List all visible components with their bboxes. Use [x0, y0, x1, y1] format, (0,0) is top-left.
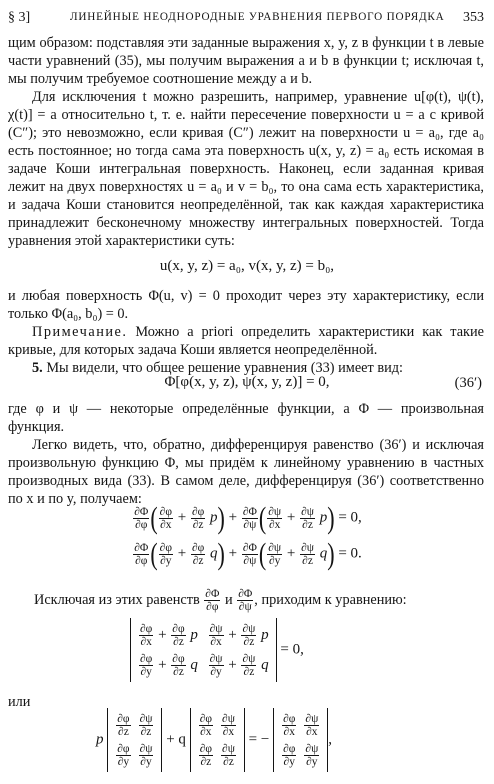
para-5-text: Мы видели, что общее решение уравнения (33) имеет вид: [46, 360, 403, 376]
det-z-y: $\frac{\partial\varphi}{\partial z}$ $\frac{\partial\psi}{\partial z}$ $\frac{\partial\varphi}{\partial y}$ $\frac{\partial\psi}{\partial y}$ [107, 708, 162, 772]
frac-dpsi-dz: $\frac{\partial\psi}{\partial z}$ [301, 505, 314, 531]
note-label: Примечание. [32, 324, 128, 340]
section-marker: § 3] [8, 10, 31, 25]
equation-dy-tail: = 0. [338, 545, 362, 562]
elimination-line [34, 588, 494, 613]
frac-dPhi-dpsi: $\frac{\partial\Phi}{\partial\psi}$ [242, 505, 257, 531]
or-label: или [8, 694, 31, 710]
final-plus-q: + q [166, 731, 186, 748]
equation-characteristic: u(x, y, z) = a₀, v(x, y, z) = b₀, [159, 258, 335, 274]
frac-dphi-dx: $\frac{\partial\varphi}{\partial x}$ [159, 505, 172, 531]
det-x-y: $\frac{\partial\varphi}{\partial x}$ $\frac{\partial\psi}{\partial x}$ $\frac{\partial\varphi}{\partial y}$ $\frac{\partial\psi}{\partial y}$ [273, 708, 328, 772]
var-p: p [210, 509, 218, 526]
frac-dpsi-dy: $\frac{\partial\psi}{\partial y}$ [268, 541, 282, 567]
determinant-equation [130, 618, 494, 682]
paragraph-continuation [8, 34, 484, 250]
equation-dy: $\frac{\partial\Phi}{\partial\varphi}$ ( $\frac{\partial\varphi}{\partial y}$ + $\frac{\partial\varphi}{\partial z}$ q) + $\frac{\partial\Phi}{\partial\psi}$ ( $\frac{\partial\psi}{\partial y}$ + $\frac{\partial\psi}{\partial z}$ q) = 0. [134, 535, 362, 571]
elimination-text-a: Исключая из этих равенств [34, 591, 200, 608]
equation-36-label: (36′) [454, 375, 482, 391]
running-title: ЛИНЕЙНЫЕ НЕОДНОРОДНЫЕ УРАВНЕНИЯ ПЕРВОГО ПОРЯДКА [70, 11, 445, 23]
final-equals-minus: = − [248, 731, 270, 748]
frac-dPhi-dphi: $\frac{\partial\Phi}{\partial\varphi}$ [134, 505, 149, 531]
equation-dx: $\frac{\partial\Phi}{\partial\varphi}$ ( $\frac{\partial\varphi}{\partial x}$ + $\frac{\partial\varphi}{\partial z}$ p) + $\frac{\partial\Phi}{\partial\psi}$ ( $\frac{\partial\psi}{\partial x}$ + $\frac{\partial\psi}{\partial z}$ p) = 0, [134, 499, 362, 535]
paragraph-6-7 [8, 400, 484, 508]
frac-dPhi-dphi-2: $\frac{\partial\Phi}{\partial\varphi}$ [134, 541, 149, 567]
para-5-number: 5. [32, 360, 43, 376]
final-relation [96, 708, 494, 772]
frac-dPhi-dphi-3: $\frac{\partial\Phi}{\partial\varphi}$ [205, 588, 220, 613]
para-6: где φ и ψ — некоторые определённые функции, а Φ — произвольная функция. [8, 401, 484, 435]
note-text: Можно a priori определить характеристики как такие кривые, для которых задача Коши является неопределённой. [8, 324, 484, 358]
final-end: , [328, 731, 333, 748]
para-3: и любая поверхность Φ(u, v) = 0 проходит через эту характеристику, если только Φ(a₀, b₀) = 0. [8, 288, 484, 322]
frac-dpsi-dx: $\frac{\partial\psi}{\partial x}$ [268, 505, 282, 531]
para-2: Для исключения t можно разрешить, например, уравнение u[φ(t), ψ(t), χ(t)] = a относительно t, т. е. найти пересечение поверхности u = a с кривой (C″); это невозможно, если кривая (C″) лежит на поверхности u = a₀, где a₀ есть постоянное; но тогда сама эта поверхность u(x, y, z) = a₀ есть искомая в задаче Коши интегральная поверхность. Наконец, если заданная кривая лежит на двух поверхностях u = a₀ и v = b₀, то она сама есть характеристика, и задача Коши становится неопределённой, так как каждая характеристика принадлежит бесконечному множеству интегральных поверхностей. Тогда уравнения этой характеристики суть: [8, 89, 484, 249]
equation-36-body: Φ[φ(x, y, z), ψ(x, y, z)] = 0, [164, 374, 330, 390]
var-q: q [210, 545, 218, 562]
page-header [8, 8, 484, 30]
page-number: 353 [463, 10, 484, 25]
frac-dphi-dy: $\frac{\partial\varphi}{\partial y}$ [159, 541, 172, 567]
det-x-z: $\frac{\partial\varphi}{\partial x}$ $\frac{\partial\psi}{\partial x}$ $\frac{\partial\varphi}{\partial z}$ $\frac{\partial\psi}{\partial z}$ [190, 708, 245, 772]
para-1: щим образом: подставляя эти заданные выражения x, y, z в функции t в левые части уравнений (35), мы получим выражения a и b в функции t; исключая t, мы получим требуемое соотношение между a и b. [8, 35, 484, 87]
elimination-text-b: , приходим к уравнению: [254, 591, 407, 608]
frac-dPhi-dpsi-2: $\frac{\partial\Phi}{\partial\psi}$ [242, 541, 257, 567]
final-p: p [96, 731, 104, 748]
equation-36 [0, 374, 494, 391]
note-paragraph [8, 323, 484, 359]
paragraph-3 [8, 287, 484, 377]
para-7: Легко видеть, что, обратно, дифференцируя равенство (36′) и исключая произвольную функцию Φ, мы придём к линейному уравнению в частных производных вида (33). В самом деле, дифференцируя (36′) соответственно по x и по y, получаем: [8, 437, 484, 507]
frac-dphi-dz: $\frac{\partial\varphi}{\partial z}$ [191, 505, 205, 531]
determinant-tail: = 0, [280, 641, 304, 658]
var-p-2: p [319, 509, 328, 526]
var-q-2: q [319, 545, 328, 562]
determinant-matrix: $\frac{\partial\varphi}{\partial x}$ + $\frac{\partial\varphi}{\partial z}$ p $\frac{\partial\psi}{\partial x}$ + $\frac{\partial\psi}{\partial z}$ p $\frac{\partial\varphi}{\partial y}$ + $\frac{\partial\varphi}{\partial z}$ q $\frac{\partial\psi}{\partial y}$ + $\frac{\partial\psi}{\partial z}$ q [130, 618, 277, 682]
elimination-and: и [224, 591, 233, 608]
equation-dx-tail: = 0, [338, 509, 362, 526]
frac-dpsi-dz-2: $\frac{\partial\psi}{\partial z}$ [301, 541, 314, 567]
frac-dPhi-dpsi-3: $\frac{\partial\Phi}{\partial\psi}$ [238, 588, 253, 613]
frac-dphi-dz-2: $\frac{\partial\varphi}{\partial z}$ [191, 541, 205, 567]
